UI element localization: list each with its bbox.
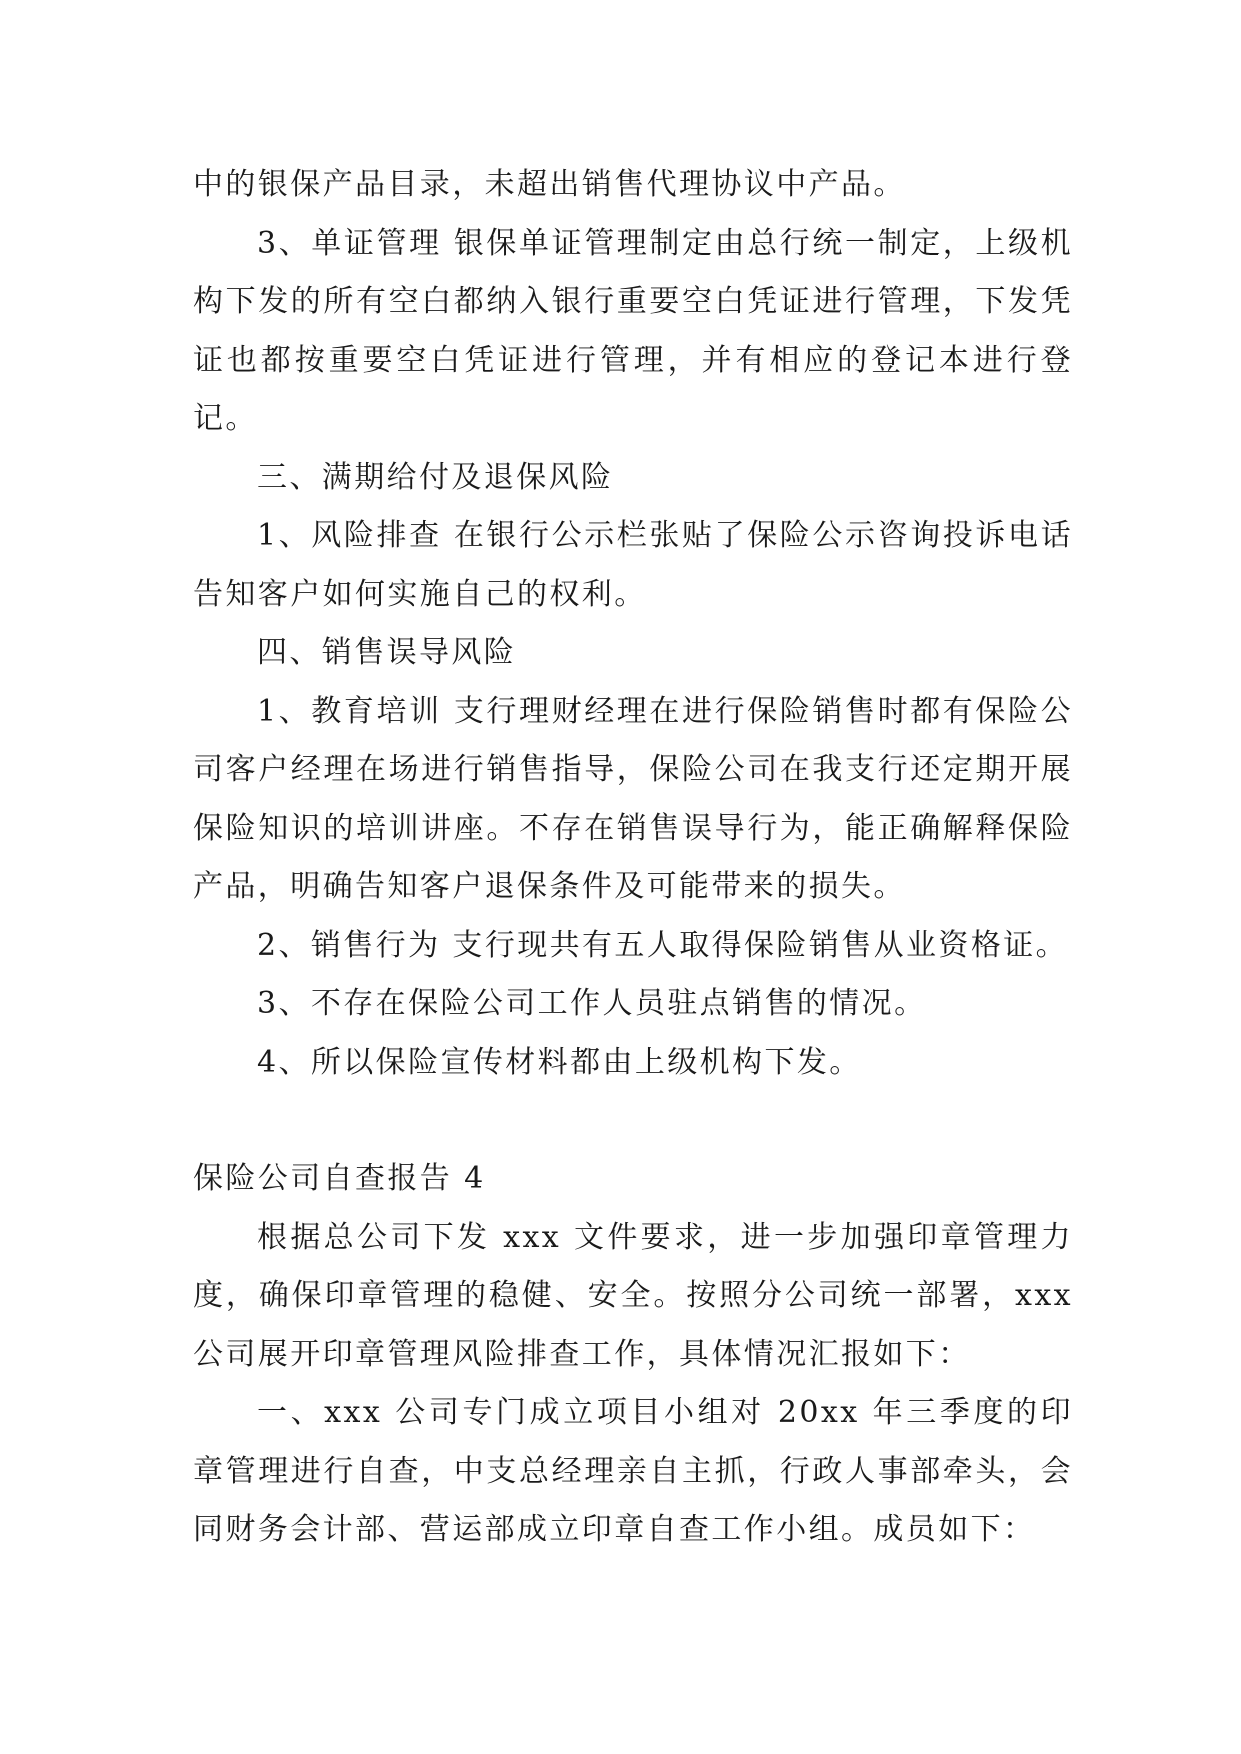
paragraph-promo-materials: 4、所以保险宣传材料都由上级机构下发。 <box>257 1044 862 1080</box>
heading-sales-misleading-risk: 四、销售误导风险 <box>257 635 517 670</box>
paragraph-no-onsite-staff: 3、不存在保险公司工作人员驻点销售的情况。 <box>257 986 927 1021</box>
paragraph-sales-conduct: 2、销售行为 支行现共有五人取得保险销售从业资格证。 <box>257 927 1069 963</box>
heading-maturity-surrender-risk: 三、满期给付及退保风险 <box>257 459 614 495</box>
paragraph-seal-management-intro: 根据总公司下发 xxx 文件要求，进一步加强印章管理力度，确保印章管理的稳健、安全。按照分公司统一部署，xxx 公司展开印章管理风险排查工作，具体情况汇报如下： <box>193 1219 1073 1372</box>
paragraph-project-team: 一、xxx 公司专门成立项目小组对 20xx 年三季度的印章管理进行自查，中支总经理亲自主抓，行政人事部牵头，会同财务会计部、营运部成立印章自查工作小组。成员如下： <box>193 1395 1073 1547</box>
paragraph-education-training: 1、教育培训 支行理财经理在进行保险销售时都有保险公司客户经理在场进行销售指导，保险公司在我支行还定期开展保险知识的培训讲座。不存在销售误导行为，能正确解释保险产品，明确告知客户退保条件及可能带来的损失。 <box>193 693 1073 904</box>
document-body <box>193 156 1073 1560</box>
paragraph-product-catalog: 中的银保产品目录，未超出销售代理协议中产品。 <box>193 167 906 202</box>
paragraph-risk-inspection: 1、风险排查 在银行公示栏张贴了保险公示咨询投诉电话告知客户如何实施自己的权利。 <box>193 518 1073 612</box>
section-title: 保险公司自查报告 4 <box>193 1161 486 1196</box>
paragraph-document-management: 3、单证管理 银保单证管理制定由总行统一制定，上级机构下发的所有空白都纳入银行重要空白凭证进行管理，下发凭证也都按重要空白凭证进行管理，并有相应的登记本进行登记。 <box>193 225 1073 436</box>
